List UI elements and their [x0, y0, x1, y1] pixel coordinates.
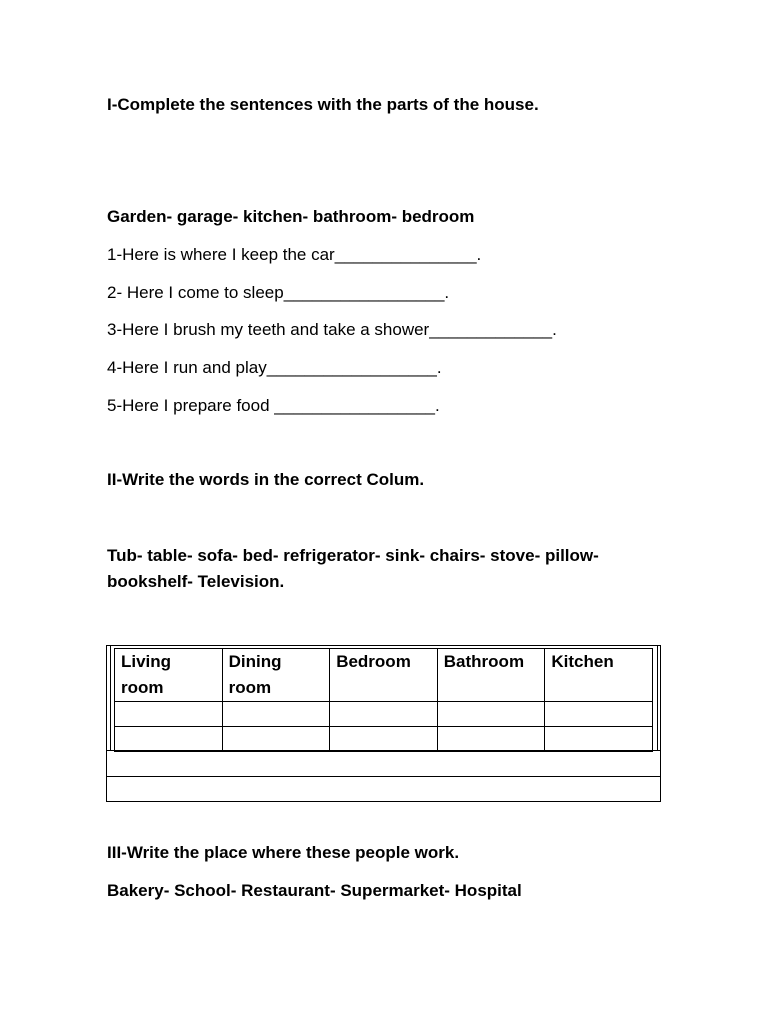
header-dining-room: Dining room	[222, 649, 330, 702]
table-cell[interactable]	[222, 727, 330, 752]
sentence-4: 4-Here I run and play__________________.	[107, 358, 442, 377]
table-left-rule	[110, 646, 111, 750]
section-2-word-bank: Tub- table- sofa- bed- refrigerator- sink- chairs- stove- pillow- bookshelf- Television.	[107, 546, 599, 591]
section-3-word-bank: Bakery- School- Restaurant- Supermarket- Hospital	[107, 881, 522, 900]
table-full-row-rule	[107, 750, 660, 751]
header-kitchen: Kitchen	[545, 649, 653, 702]
table-full-row-rule	[107, 776, 660, 777]
section-1-heading: I-Complete the sentences with the parts of the house.	[107, 95, 539, 114]
sorting-table	[106, 645, 661, 802]
table-cell[interactable]	[222, 702, 330, 727]
table-cell[interactable]	[437, 727, 545, 752]
sentence-1: 1-Here is where I keep the car_______________.	[107, 245, 482, 264]
table-cell[interactable]	[545, 727, 653, 752]
table-right-rule	[657, 646, 658, 750]
section-1-word-bank: Garden- garage- kitchen- bathroom- bedroom	[107, 207, 475, 226]
table-cell[interactable]	[115, 702, 223, 727]
sentence-3: 3-Here I brush my teeth and take a shower_____________.	[107, 320, 557, 339]
header-bedroom: Bedroom	[330, 649, 438, 702]
table-cell[interactable]	[545, 702, 653, 727]
table-row	[115, 702, 653, 727]
sentence-5: 5-Here I prepare food _________________.	[107, 396, 440, 415]
section-3-heading: III-Write the place where these people work.	[107, 843, 460, 862]
table-row	[115, 727, 653, 752]
table-header-row	[115, 649, 653, 702]
column-grid	[114, 648, 662, 750]
table-cell[interactable]	[330, 727, 438, 752]
header-living-room: Living room	[115, 649, 223, 702]
header-bathroom: Bathroom	[437, 649, 545, 702]
sentence-2: 2- Here I come to sleep_________________.	[107, 283, 450, 302]
table-cell[interactable]	[330, 702, 438, 727]
table-cell[interactable]	[437, 702, 545, 727]
section-2-heading: II-Write the words in the correct Colum.	[107, 470, 425, 489]
table-cell[interactable]	[115, 727, 223, 752]
